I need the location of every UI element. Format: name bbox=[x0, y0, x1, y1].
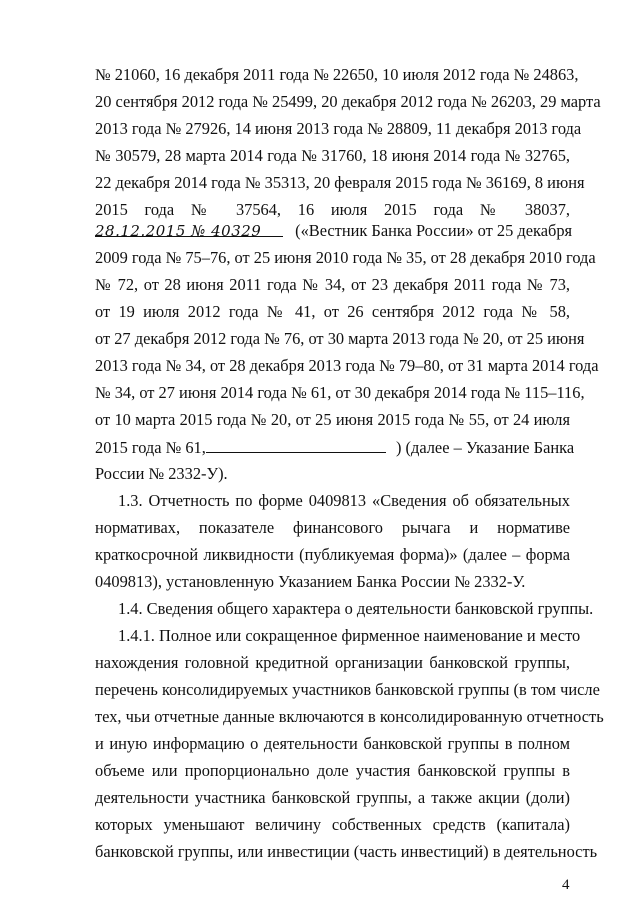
text-line: 20 сентября 2012 года № 25499, 20 декабря 2012 года № 26203, 29 марта bbox=[95, 92, 601, 111]
text-line: 2015 года № 61, bbox=[95, 438, 206, 457]
text-line: № 21060, 16 декабря 2011 года № 22650, 10 июля 2012 года № 24863, bbox=[95, 65, 579, 84]
paragraph-start: 1.4.1. Полное или сокращенное фирменное наименование и место bbox=[118, 626, 581, 645]
text-line: ) (далее – Указание Банка bbox=[395, 438, 575, 457]
text-line: от 19 июля 2012 года № 41, от 26 сентября 2012 года № 58, bbox=[95, 302, 570, 321]
text-line: от 27 декабря 2012 года № 76, от 30 марта 2013 года № 20, от 25 июня bbox=[95, 329, 585, 348]
text-line: 22 декабря 2014 года № 35313, 20 февраля 2015 года № 36169, 8 июня bbox=[95, 173, 585, 192]
text-line: нормативах, показателе финансового рычага и нормативе bbox=[95, 518, 570, 537]
text-line: перечень консолидируемых участников банковской группы (в том числе bbox=[95, 680, 600, 699]
text-line: которых уменьшают величину собственных средств (капитала) bbox=[95, 815, 570, 834]
text-line: объеме или пропорционально доле участия банковской группы в bbox=[95, 761, 570, 780]
paragraph-start: 1.3. Отчетность по форме 0409813 «Сведения об обязательных bbox=[118, 491, 570, 510]
text-line: тех, чьи отчетные данные включаются в консолидированную отчетность bbox=[95, 707, 604, 726]
signature-blank-line bbox=[95, 437, 575, 457]
text-line: 2015 года № 37564, 16 июля 2015 года № 38037, bbox=[95, 200, 570, 219]
text-line: банковской группы, или инвестиции (часть инвестиций) в деятельность bbox=[95, 842, 598, 861]
text-line: краткосрочной ликвидности (публикуемая форма)» (далее – форма bbox=[95, 545, 570, 564]
text-line: России № 2332-У). bbox=[95, 464, 228, 483]
blank-underline bbox=[206, 437, 386, 453]
text-line: и иную информацию о деятельности банковской группы в полном bbox=[95, 734, 570, 753]
text-line: 2013 года № 27926, 14 июня 2013 года № 28809, 11 декабря 2013 года bbox=[95, 119, 582, 138]
text-line: от 10 марта 2015 года № 20, от 25 июня 2015 года № 55, от 24 июля bbox=[95, 410, 570, 429]
text-line: 2009 года № 75–76, от 25 июня 2010 года № 35, от 28 декабря 2010 года bbox=[95, 248, 596, 267]
registration-line bbox=[95, 221, 573, 241]
section-heading: 1.4. Сведения общего характера о деятельности банковской группы. bbox=[118, 599, 594, 618]
text-line: № 34, от 27 июня 2014 года № 61, от 30 декабря 2014 года № 115–116, bbox=[95, 383, 585, 402]
text-line: № 72, от 28 июня 2011 года № 34, от 23 декабря 2011 года № 73, bbox=[95, 275, 570, 294]
handwritten-registration: 28.12.2015 № 40329 bbox=[95, 221, 283, 237]
text-line: деятельности участника банковской группы, а также акции (доли) bbox=[95, 788, 570, 807]
text-line: 0409813), установленную Указанием Банка России № 2332-У. bbox=[95, 572, 526, 591]
text-line: нахождения головной кредитной организации банковской группы, bbox=[95, 653, 570, 672]
page-number: 4 bbox=[562, 877, 570, 893]
text-line: № 30579, 28 марта 2014 года № 31760, 18 июня 2014 года № 32765, bbox=[95, 146, 570, 165]
text-line: («Вестник Банка России» от 25 декабря bbox=[295, 221, 573, 240]
text-line: 2013 года № 34, от 28 декабря 2013 года № 79–80, от 31 марта 2014 года bbox=[95, 356, 599, 375]
